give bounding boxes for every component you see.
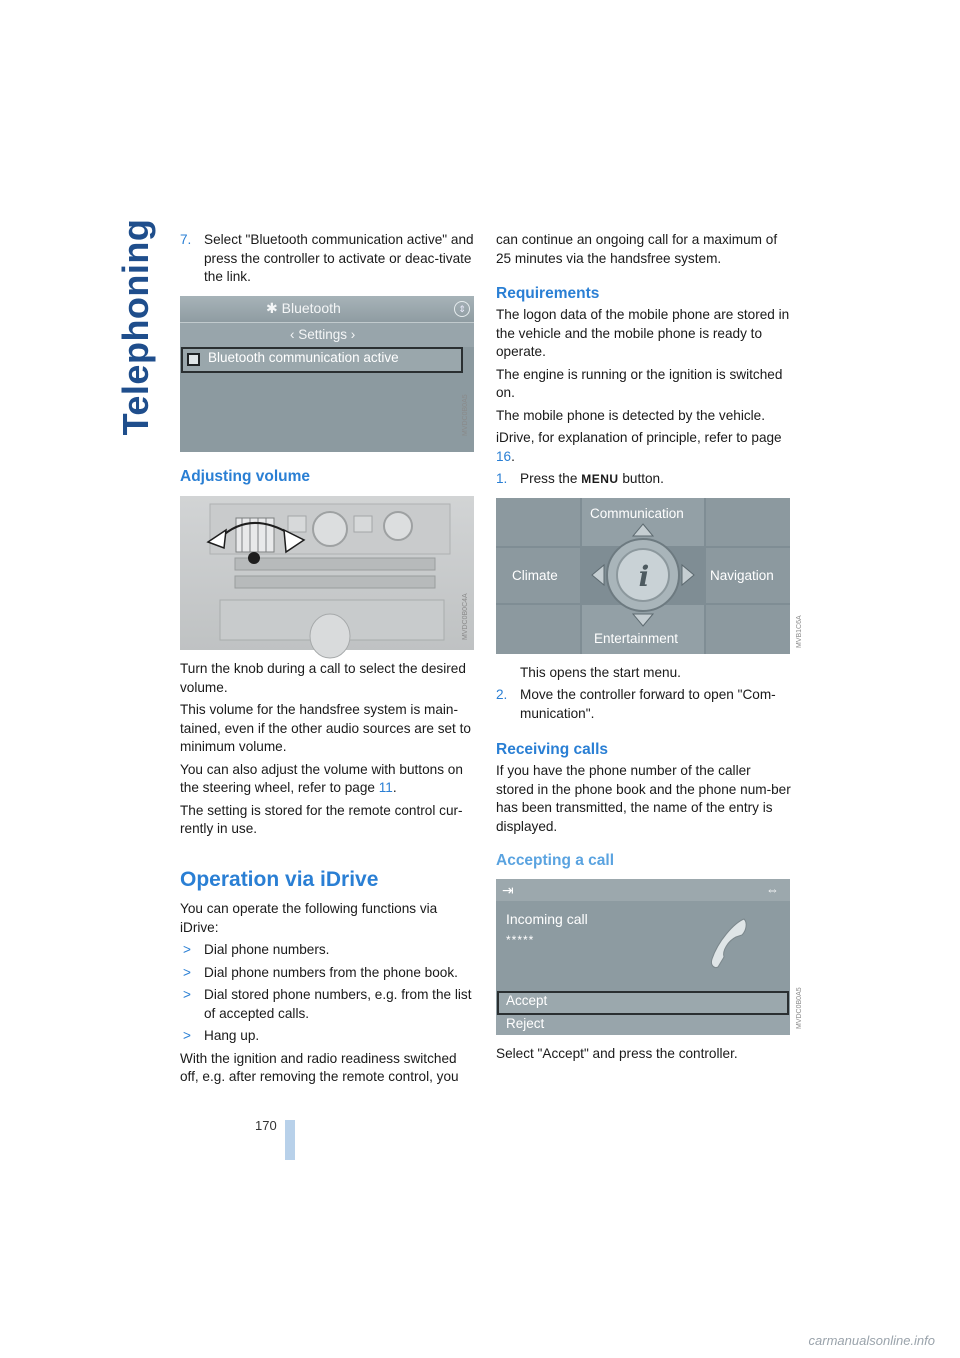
accept-instruction: Select "Accept" and press the controller. (496, 1046, 738, 1061)
reject-option[interactable]: Reject (506, 1016, 545, 1031)
knob-figure (180, 496, 474, 650)
right-top-text (496, 231, 791, 268)
requirements-text (496, 306, 791, 489)
start-menu-note: This opens the start menu. (520, 665, 681, 680)
req-paragraph-1: The logon data of the mobile phone are stored in the vehicle and the mobile phone is ready to operate. (496, 307, 790, 359)
bluetooth-icon: ✱ (266, 300, 282, 316)
knob-paragraph: Turn the knob during a call to select the desired volume. (180, 661, 466, 695)
step-text: Press the MENU button. (520, 471, 664, 486)
operation-heading: Operation via iDrive (180, 868, 379, 891)
maintained-paragraph: This volume for the handsfree system is main-tained, even if the other audio sources are set to minimum volume. (180, 702, 471, 754)
figure-code: MVDC0B0A5 (796, 987, 803, 1029)
step-number: 1. (496, 471, 508, 486)
req-paragraph-4: iDrive, for explanation of principle, refer to page 16. (496, 430, 782, 464)
page-marker-bar (285, 1120, 295, 1160)
dashboard-illustration (180, 496, 474, 650)
adjusting-volume-heading: Adjusting volume (180, 468, 311, 485)
stored-paragraph: The setting is stored for the remote control cur-rently in use. (180, 802, 463, 836)
start-menu-figure (496, 498, 803, 654)
figure-code: MVDC0B0A5 (462, 394, 469, 436)
back-icon: ⇥ (502, 882, 514, 898)
incoming-call-figure (496, 879, 803, 1035)
op-intro: You can operate the following functions via iDrive: (180, 901, 438, 935)
scroll-icon: ⇕ (454, 301, 470, 317)
expand-icon: ⇔ (766, 882, 779, 897)
step-text: Select "Bluetooth communication active" and press the controller to activate or deac-tivate the link. (204, 232, 474, 284)
bullet-list (180, 941, 475, 1046)
caller-number: ***** (506, 933, 535, 947)
page-number: 170 (255, 1118, 277, 1133)
accept-option[interactable]: Accept (506, 993, 548, 1008)
list-item: > Dial stored phone numbers, e.g. from the list of accepted calls. (183, 987, 472, 1021)
menu-climate[interactable]: Climate (512, 568, 558, 583)
phone-handset-icon (704, 915, 754, 971)
continue-paragraph: can continue an ongoing call for a maximum of 25 minutes via the handsfree system. (496, 232, 778, 266)
call-title-bar (496, 879, 790, 901)
info-icon: i (638, 560, 650, 593)
step-1 (496, 470, 791, 489)
figure-code: MVDC0B0C4A (462, 593, 469, 640)
bt-item-label: Bluetooth communication active (208, 350, 399, 365)
list-item: > Hang up. (183, 1028, 260, 1043)
accepting-call-heading: Accepting a call (496, 852, 615, 869)
receiving-text: If you have the phone number of the caller stored in the phone book and the phone num-ber has been transmitted, the name of the entry is displayed. (496, 763, 791, 834)
page-link[interactable]: 11 (378, 780, 393, 795)
list-item: > Dial phone numbers. (183, 942, 330, 957)
menu-entertainment[interactable]: Entertainment (594, 631, 679, 646)
requirements-heading: Requirements (496, 285, 600, 302)
menu-button-label: MENU (581, 472, 619, 486)
menu-navigation[interactable]: Navigation (710, 568, 774, 583)
step-number: 7. (180, 232, 192, 247)
checkbox-icon (187, 353, 200, 366)
bt-title: ✱ Bluetooth (266, 300, 341, 316)
step-text: Move the controller forward to open "Com-munication". (520, 687, 776, 721)
bluetooth-screen-figure (180, 296, 474, 452)
step-2 (496, 686, 791, 723)
list-item: > Dial phone numbers from the phone book. (183, 964, 458, 980)
watermark: carmanualsonline.info (808, 1333, 935, 1348)
req-paragraph-3: The mobile phone is detected by the vehicle. (496, 407, 766, 423)
req-paragraph-2: The engine is running or the ignition is switched on. (496, 366, 783, 400)
operation-text (180, 900, 475, 1087)
section-title: Telephoning (115, 218, 156, 436)
figure-code: MVB1C6A (796, 615, 803, 648)
ignition-paragraph: With the ignition and radio readiness switched off, e.g. after removing the remote control, you (180, 1050, 459, 1084)
step-number: 2. (496, 687, 508, 702)
page-link[interactable]: 16 (496, 448, 512, 464)
step-7 (180, 231, 475, 287)
receiving-calls-heading: Receiving calls (496, 741, 609, 758)
steering-paragraph: You can also adjust the volume with buttons on the steering wheel, refer to page 11. (180, 761, 463, 795)
incoming-call-title: Incoming call (506, 911, 588, 927)
menu-communication[interactable]: Communication (590, 506, 684, 521)
bt-settings-label: ‹ Settings › (290, 327, 356, 342)
volume-text (180, 660, 475, 839)
